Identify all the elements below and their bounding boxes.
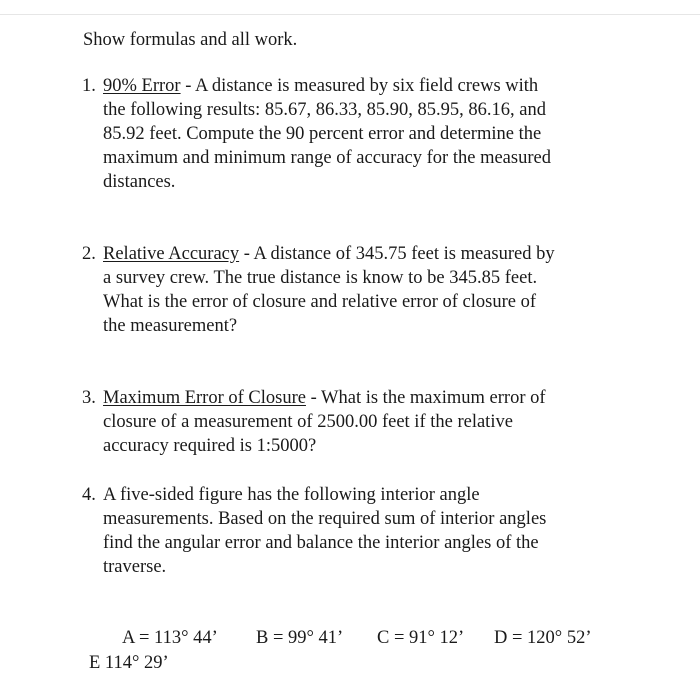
problem-line: closure of a measurement of 2500.00 feet if the relative (103, 412, 513, 432)
problem-line (103, 242, 643, 266)
angle-d: D = 120° 52’ (494, 628, 592, 648)
problem-line: traverse. (103, 557, 167, 577)
problem-line: 85.92 feet. Compute the 90 percent error and determine the (103, 124, 542, 144)
problem-line: What is the error of closure and relative error of closure of (103, 292, 537, 312)
problem-line: accuracy required is 1:5000? (103, 436, 317, 456)
problem-line-text: - A distance is measured by six field crews with (180, 76, 539, 96)
problem-text (103, 386, 643, 458)
problem-line: the following results: 85.67, 86.33, 85.90, 85.95, 86.16, and (103, 100, 546, 120)
problem-text (103, 242, 643, 338)
problem-line: find the angular error and balance the interior angles of the (103, 533, 539, 553)
angle-b: B = 99° 41’ (256, 628, 344, 648)
problem-line: maximum and minimum range of accuracy for the measured (103, 148, 551, 168)
problem-line: distances. (103, 172, 176, 192)
angle-c: C = 91° 12’ (377, 628, 465, 648)
problem-number: 4. (82, 485, 96, 505)
problem-line: measurements. Based on the required sum of interior angles (103, 509, 547, 529)
problem-line-text: - A distance of 345.75 feet is measured by (239, 244, 555, 264)
problem-title: Relative Accuracy (103, 244, 240, 264)
angle-a: A = 113° 44’ (122, 628, 218, 648)
angle-e: E 114° 29’ (89, 653, 169, 673)
problem-number: 2. (82, 244, 96, 264)
problem-text (103, 483, 643, 579)
problem-title: Maximum Error of Closure (103, 388, 306, 408)
problem-number: 1. (82, 76, 96, 96)
problem-number: 3. (82, 388, 96, 408)
problem-line-text: - What is the maximum error of (305, 388, 546, 408)
problem-line: a survey crew. The true distance is know to be 345.85 feet. (103, 268, 538, 288)
problem-line (103, 386, 643, 410)
problem-line: the measurement? (103, 316, 238, 336)
angle-measurements (0, 626, 700, 686)
problem-line: A five-sided figure has the following interior angle (103, 485, 480, 505)
instructions: Show formulas and all work. (83, 30, 298, 50)
problem-text (103, 74, 643, 194)
problem-title: 90% Error (103, 76, 181, 96)
problem-line (103, 74, 643, 98)
